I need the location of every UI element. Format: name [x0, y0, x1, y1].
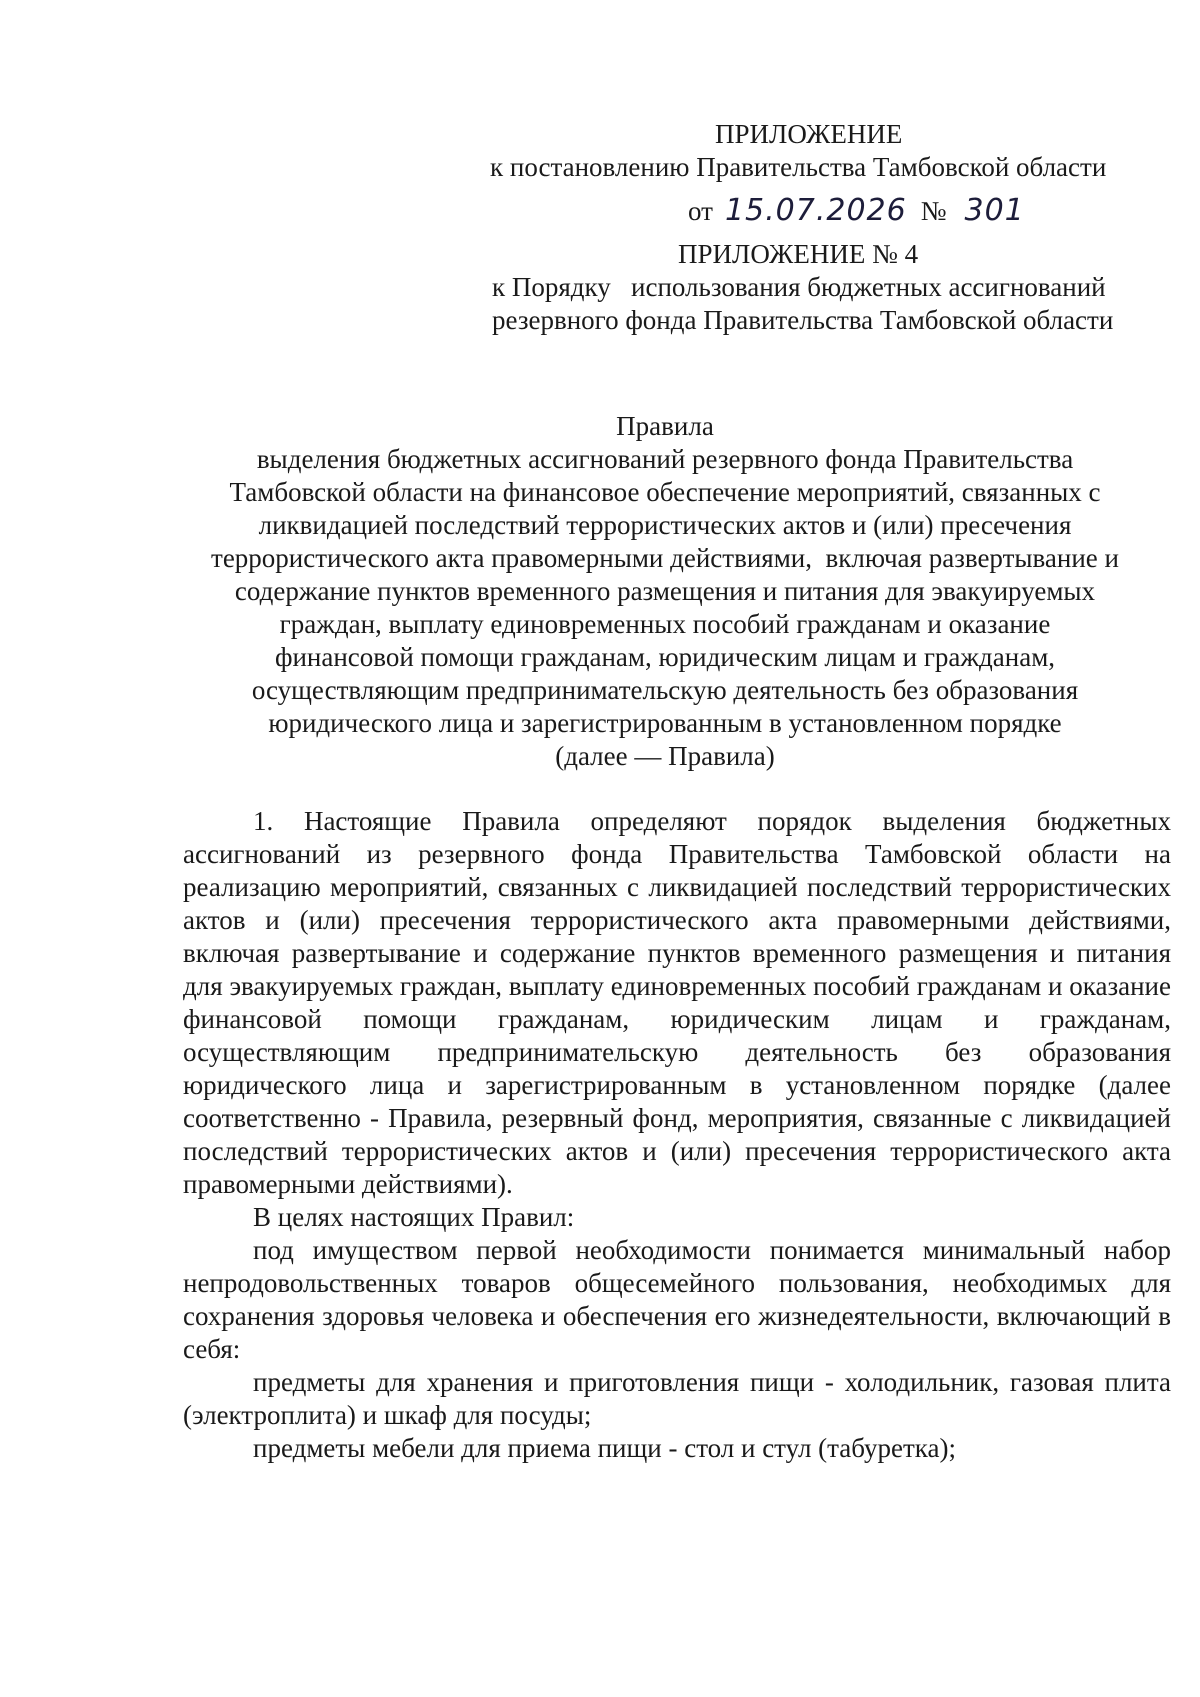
date-number-row	[688, 194, 1170, 234]
appendix4-subtitle-2: резервного фонда Правительства Тамбовской области	[492, 305, 1114, 335]
document-body	[183, 805, 1171, 1465]
rules-title-lines	[165, 443, 1165, 773]
rules-title-line: Тамбовской области на финансовое обеспечение мероприятий, связанных с	[229, 477, 1101, 507]
rules-title-line: террористического акта правомерными действиями, включая развертывание и	[211, 543, 1119, 573]
paragraph-3: под имуществом первой необходимости понимается минимальный набор непродовольственных товаров общесемейного пользования, необходимых для сохранения здоровья человека и обеспечения его жизнедеятельности, включающий в себя:	[183, 1235, 1171, 1364]
appendix-header	[490, 118, 1170, 337]
paragraph-1: 1. Настоящие Правила определяют порядок выделения бюджетных ассигнований из резервного фонда Правительства Тамбовской области на реализацию мероприятий, связанных с ликвидацией последствий террористических актов и (или) пресечения террористического акта правомерными действиями, включая развертывание и содержание пунктов временного размещения и питания для эвакуируемых граждан, выплату единовременных пособий гражданам и оказание финансовой помощи гражданам, юридическим лицам и гражданам, осуществляющим предпринимательскую деятельность без образования юридического лица и зарегистрированным в установленном порядке (далее соответственно - Правила, резервный фонд, мероприятия, связанные с ликвидацией последствий террористических актов и (или) пресечения террористического акта правомерными действиями).	[183, 806, 1171, 1199]
rules-title-line: юридического лица и зарегистрированным в установленном порядке	[268, 708, 1062, 738]
rules-title-block	[165, 410, 1165, 773]
appendix4-subtitle-1: к Порядку использования бюджетных ассигнований	[492, 272, 1106, 302]
number-label: №	[920, 196, 947, 226]
rules-heading: Правила	[616, 411, 714, 441]
rules-title-line: (далее — Правила)	[555, 741, 775, 771]
appendix-title: ПРИЛОЖЕНИЕ	[715, 119, 903, 149]
rules-title-line: содержание пунктов временного размещения и питания для эвакуируемых	[234, 576, 1096, 606]
rules-title-line: осуществляющим предпринимательскую деятельность без образования	[251, 675, 1079, 705]
handwritten-date: 15.07.2026	[724, 193, 907, 228]
rules-title-line: граждан, выплату единовременных пособий гражданам и оказание	[279, 609, 1051, 639]
handwritten-number: 301	[964, 193, 1025, 228]
rules-title-line: финансовой помощи гражданам, юридическим лицам и гражданам,	[274, 642, 1056, 672]
paragraph-4: предметы для хранения и приготовления пищи - холодильник, газовая плита (электроплита) и шкаф для посуды;	[183, 1367, 1171, 1430]
appendix4-title: ПРИЛОЖЕНИЕ № 4	[678, 239, 919, 269]
appendix-subtitle: к постановлению Правительства Тамбовской области	[490, 152, 1107, 182]
paragraph-5: предметы мебели для приема пищи - стол и стул (табуретка);	[253, 1433, 956, 1463]
rules-title-line: выделения бюджетных ассигнований резервного фонда Правительства	[256, 444, 1074, 474]
rules-title-line: ликвидацией последствий террористических актов и (или) пресечения	[258, 510, 1072, 540]
paragraph-2: В целях настоящих Правил:	[253, 1202, 575, 1232]
date-prefix: от	[688, 196, 713, 226]
